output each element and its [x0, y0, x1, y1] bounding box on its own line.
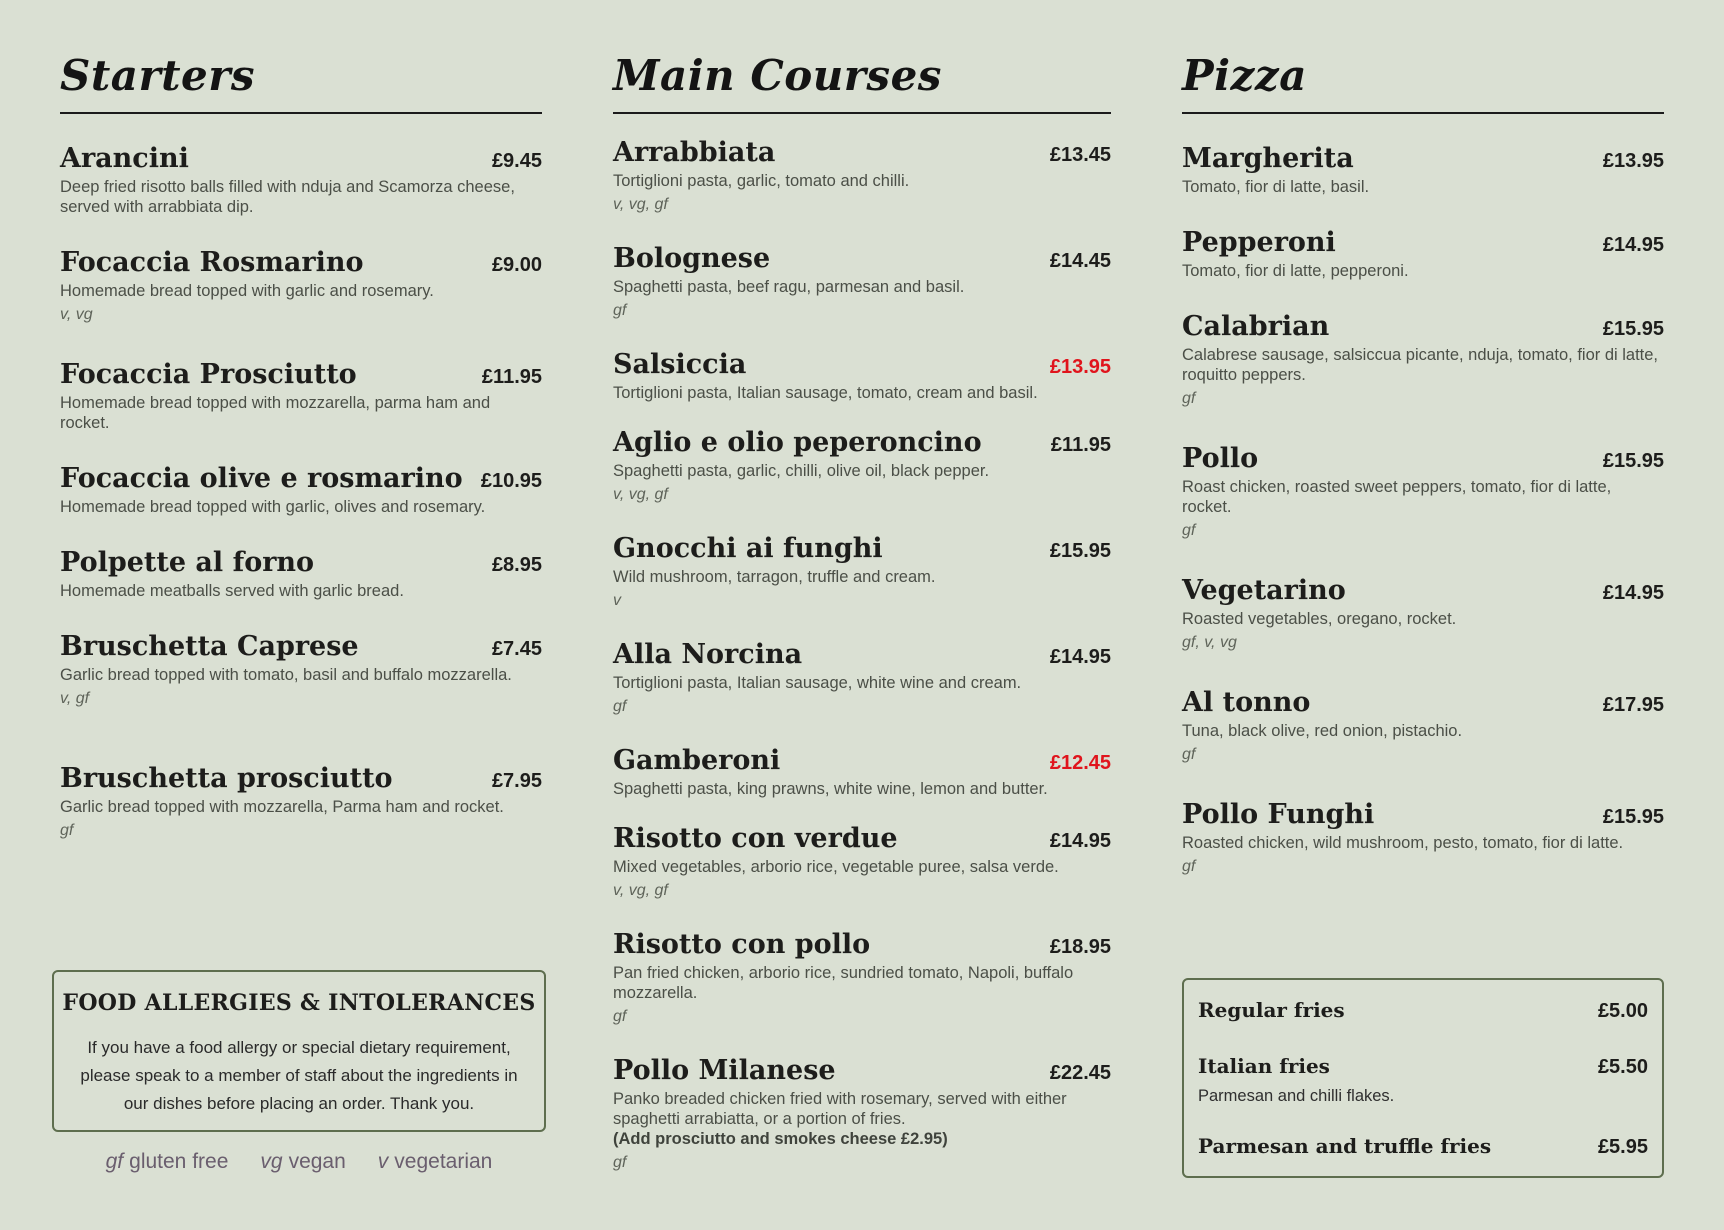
allergy-title: FOOD ALLERGIES & INTOLERANCES [62, 990, 536, 1016]
item-name: Arrabbiata [613, 137, 776, 168]
item-name: Aglio e olio peperoncino [613, 427, 982, 458]
item-price: £8.95 [491, 554, 542, 576]
item-name: Risotto con pollo [613, 929, 871, 960]
legend-vegan: vg vegan [260, 1150, 346, 1173]
item-description: Pan fried chicken, arborio rice, sundried tomato, Napoli, buffalo mozzarella. [613, 964, 1074, 1002]
fries-name: Italian fries [1198, 1054, 1330, 1078]
item-description: Garlic bread topped with tomato, basil and buffalo mozzarella. [60, 666, 512, 684]
fries-item-italian [1198, 1054, 1648, 1106]
item-description: Garlic bread topped with mozzarella, Parma ham and rocket. [60, 798, 504, 816]
item-price: £17.95 [1602, 694, 1664, 716]
item-description: Roast chicken, roasted sweet peppers, tomato, fior di latte, rocket. [1182, 478, 1612, 516]
starters-column [60, 0, 542, 839]
allergy-notice [52, 970, 546, 1132]
item-description: Deep fried risotto balls filled with nduja and Scamorza cheese, served with arrabbiata dip. [60, 178, 515, 216]
item-price: £10.95 [480, 470, 542, 492]
item-description: Tomato, fior di latte, pepperoni. [1182, 262, 1409, 280]
item-description: Tortiglioni pasta, garlic, tomato and chilli. [613, 172, 910, 190]
menu-item-pollo [1182, 443, 1664, 541]
item-description: Mixed vegetables, arborio rice, vegetable puree, salsa verde. [613, 858, 1059, 876]
item-price: £15.95 [1602, 318, 1664, 340]
item-diet-tags: gf [1182, 746, 1196, 763]
item-diet-tags: gf [1182, 858, 1196, 875]
item-price: £13.95 [1602, 150, 1664, 172]
item-name: Bolognese [613, 243, 771, 274]
item-name: Arancini [60, 143, 189, 174]
item-description: Panko breaded chicken fried with rosemary, served with either spaghetti arrabiatta, or a portion of fries. [613, 1090, 1067, 1128]
item-diet-tags: gf [613, 302, 627, 319]
item-price: £14.95 [1049, 646, 1111, 668]
fries-name: Regular fries [1198, 998, 1345, 1022]
item-name: Al tonno [1182, 687, 1311, 718]
item-diet-tags: v [613, 592, 621, 609]
fries-price: £5.95 [1597, 1136, 1648, 1158]
item-price: £18.95 [1049, 936, 1111, 958]
item-name: Bruschetta Caprese [60, 631, 359, 662]
item-price-special: £12.45 [1049, 752, 1111, 774]
item-name: Bruschetta prosciutto [60, 763, 393, 794]
pizza-column [1182, 0, 1664, 875]
menu-item-vegetarino [1182, 575, 1664, 653]
fries-price: £5.00 [1597, 1000, 1648, 1022]
item-description: Homemade bread topped with garlic and rosemary. [60, 282, 434, 300]
fries-item-parmesan-truffle [1198, 1134, 1648, 1159]
item-diet-tags: gf [1182, 390, 1196, 407]
menu-item-gnocchi [613, 533, 1111, 611]
item-description: Homemade bread topped with garlic, olives and rosemary. [60, 498, 486, 516]
item-name: Pollo Milanese [613, 1055, 836, 1086]
section-divider [613, 112, 1111, 114]
item-name: Calabrian [1182, 311, 1330, 342]
item-description: Tuna, black olive, red onion, pistachio. [1182, 722, 1463, 740]
item-price-special: £13.95 [1049, 356, 1111, 378]
item-price: £13.45 [1049, 144, 1111, 166]
item-diet-tags: v, gf [60, 690, 90, 707]
item-price: £14.95 [1602, 234, 1664, 256]
menu-item-bruschetta-caprese [60, 631, 542, 709]
item-description: Wild mushroom, tarragon, truffle and cream. [613, 568, 936, 586]
item-price: £7.45 [491, 638, 542, 660]
item-price: £15.95 [1602, 450, 1664, 472]
item-name: Gnocchi ai funghi [613, 533, 883, 564]
item-description: Roasted chicken, wild mushroom, pesto, tomato, fior di latte. [1182, 834, 1624, 852]
item-description: Homemade meatballs served with garlic bread. [60, 582, 404, 600]
item-diet-tags: gf [613, 1154, 627, 1171]
item-diet-tags: v, vg, gf [613, 486, 668, 503]
section-title-starters: Starters [60, 51, 255, 100]
item-description: Homemade bread topped with mozzarella, parma ham and rocket. [60, 394, 491, 432]
menu-item-polpette [60, 547, 542, 601]
item-diet-tags: v, vg, gf [613, 196, 668, 213]
menu-item-pollo-milanese [613, 1055, 1111, 1173]
item-price: £14.95 [1602, 582, 1664, 604]
menu-item-salsiccia [613, 349, 1111, 403]
item-name: Vegetarino [1182, 575, 1346, 606]
diet-legend [52, 1150, 546, 1174]
item-diet-tags: gf [613, 1008, 627, 1025]
item-description: Calabrese sausage, salsiccua picante, nduja, tomato, fior di latte, roquitto peppers. [1182, 346, 1659, 384]
item-price: £15.95 [1602, 806, 1664, 828]
item-description: Tomato, fior di latte, basil. [1182, 178, 1370, 196]
section-divider [60, 112, 542, 114]
sides-fries-box [1182, 978, 1664, 1178]
item-price: £15.95 [1049, 540, 1111, 562]
item-price: £14.45 [1049, 250, 1111, 272]
menu-item-pepperoni [1182, 227, 1664, 281]
item-description: Spaghetti pasta, beef ragu, parmesan and basil. [613, 278, 965, 296]
item-name: Pepperoni [1182, 227, 1336, 258]
item-diet-tags: v, vg [60, 306, 93, 323]
section-title-main-courses: Main Courses [613, 51, 942, 100]
item-addon-note: (Add prosciutto and smokes cheese £2.95) [613, 1130, 948, 1148]
item-description: Tortiglioni pasta, Italian sausage, white wine and cream. [613, 674, 1022, 692]
item-name: Salsiccia [613, 349, 747, 380]
item-price: £7.95 [491, 770, 542, 792]
main-courses-column [613, 0, 1111, 1171]
menu-item-al-tonno [1182, 687, 1664, 765]
menu-item-focaccia-rosmarino [60, 247, 542, 325]
fries-description: Parmesan and chilli flakes. [1198, 1087, 1395, 1105]
item-name: Alla Norcina [613, 639, 803, 670]
item-description: Spaghetti pasta, king prawns, white wine, lemon and butter. [613, 780, 1048, 798]
menu-item-margherita [1182, 143, 1664, 197]
allergy-text: If you have a food allergy or special dietary requirement, please speak to a member of staff about the ingredients in our dishes before placing an order. Thank you. [80, 1038, 518, 1113]
item-name: Risotto con verdue [613, 823, 898, 854]
item-description: Spaghetti pasta, garlic, chilli, olive oil, black pepper. [613, 462, 990, 480]
menu-item-risotto-verdue [613, 823, 1111, 901]
item-name: Focaccia Rosmarino [60, 247, 364, 278]
menu-item-bolognese [613, 243, 1111, 321]
menu-item-alla-norcina [613, 639, 1111, 717]
item-name: Polpette al forno [60, 547, 315, 578]
menu-item-risotto-pollo [613, 929, 1111, 1027]
fries-name: Parmesan and truffle fries [1198, 1134, 1492, 1158]
item-diet-tags: gf [60, 822, 74, 839]
menu-item-arancini [60, 143, 542, 217]
menu-item-focaccia-olive [60, 463, 542, 517]
menu-item-arrabbiata [613, 137, 1111, 215]
fries-price: £5.50 [1597, 1056, 1648, 1078]
section-divider [1182, 112, 1664, 114]
menu-item-aglio-e-olio [613, 427, 1111, 505]
item-diet-tags: gf, v, vg [1182, 634, 1237, 651]
item-price: £9.45 [491, 150, 542, 172]
menu-item-bruschetta-prosciutto [60, 763, 542, 841]
item-price: £9.00 [491, 254, 542, 276]
menu-item-calabrian [1182, 311, 1664, 409]
item-price: £14.95 [1049, 830, 1111, 852]
item-price: £11.95 [1050, 434, 1111, 456]
item-name: Pollo Funghi [1182, 799, 1375, 830]
legend-vegetarian: v vegetarian [377, 1150, 493, 1173]
item-diet-tags: gf [613, 698, 627, 715]
item-name: Margherita [1182, 143, 1354, 174]
section-title-pizza: Pizza [1182, 51, 1307, 100]
item-diet-tags: v, vg, gf [613, 882, 668, 899]
menu-item-pollo-funghi [1182, 799, 1664, 877]
item-price: £11.95 [481, 366, 542, 388]
item-description: Roasted vegetables, oregano, rocket. [1182, 610, 1457, 628]
legend-gluten-free: gf gluten free [105, 1150, 229, 1173]
item-diet-tags: gf [1182, 522, 1196, 539]
item-description: Tortiglioni pasta, Italian sausage, tomato, cream and basil. [613, 384, 1038, 402]
item-name: Pollo [1182, 443, 1259, 474]
item-name: Focaccia olive e rosmarino [60, 463, 463, 494]
item-name: Gamberoni [613, 745, 781, 776]
menu-item-gamberoni [613, 745, 1111, 799]
fries-item-regular [1198, 998, 1648, 1023]
menu-item-focaccia-prosciutto [60, 359, 542, 433]
item-price: £22.45 [1049, 1062, 1111, 1084]
item-name: Focaccia Prosciutto [60, 359, 357, 390]
